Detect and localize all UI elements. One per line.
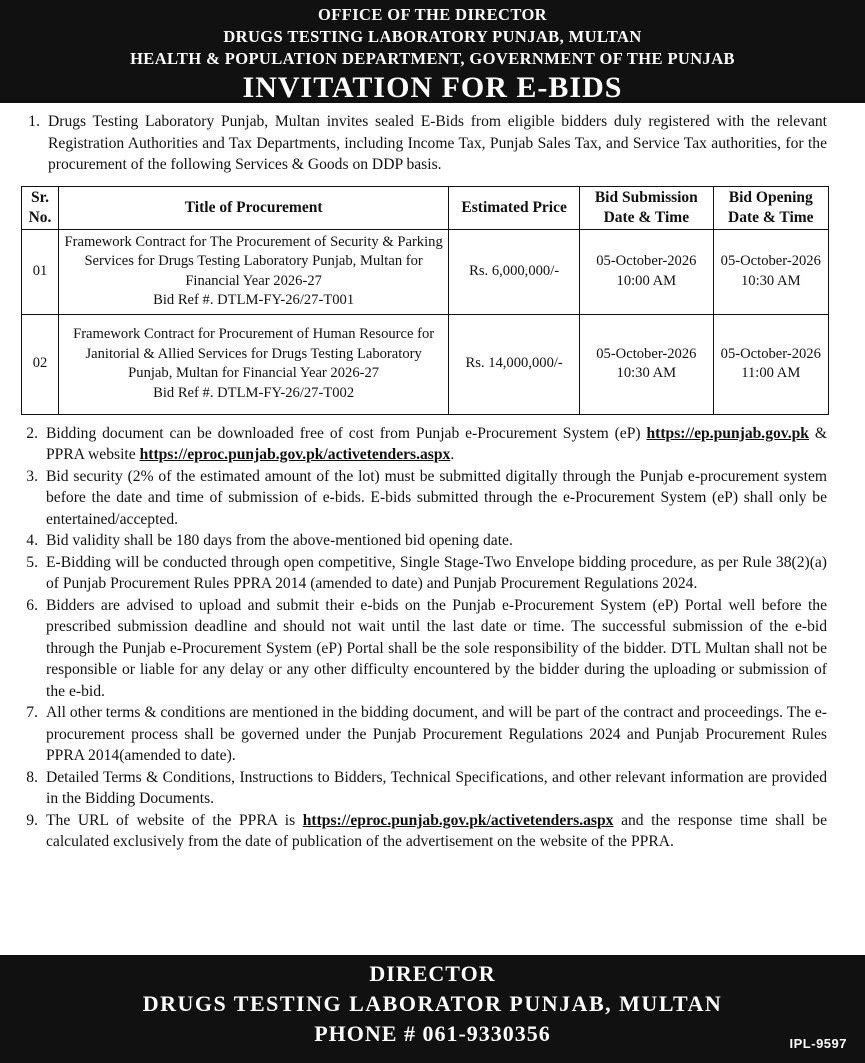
col-submission-header: Bid Submission Date & Time [580,186,713,229]
clause-number: 9. [26,811,38,829]
laboratory-line: DRUGS TESTING LABORATORY PUNJAB, MULTAN [223,27,642,46]
clause-number: 5. [26,553,38,571]
clause-number: 1. [28,113,40,130]
signatory-title: DIRECTOR [369,961,496,986]
clause-text [46,810,827,853]
clause-5 [26,552,827,595]
table-row [22,314,829,414]
clause-text: Bid security (2% of the estimated amount of the lot) must be submitted digitally through the Punjab e-procurement system before the date and time of submission of e-bids. E-bids submitted through the e-Procurement System (eP) shall only be entertained/accepted. [46,467,827,528]
ppra-link[interactable]: https://eproc.punjab.gov.pk/activetenders.aspx [139,446,451,463]
clause-text: E-Bidding will be conducted through open competitive, Single Stage-Two Envelope bidding procedure, as per Rule 38(2)(a) of Punjab Procurement Rules PPRA 2014 (amended to date) and Punjab Procurement Regulations 2024. [46,553,827,592]
cell-sr: 02 [22,314,59,414]
clause-text: Bidders are advised to upload and submit their e-bids on the Punjab e-Procurement System (eP) Portal well before the prescribed submission deadline and should not wait until the last date or time. The successful submission of the e-bid through the Punjab e-Procurement System (eP) Portal shall be the sole responsibility of the bidder. DTL Multan shall not be responsible or liable for any delay or any other difficulty encountered by the bidder during the uploading or submission of the e-bid. [46,596,827,700]
notice-body [0,103,865,853]
clause-1 [28,111,827,176]
cell-submission [580,229,713,314]
clause-number: 3. [26,467,38,485]
col-price-header: Estimated Price [449,186,580,229]
clause-text-part: The URL of website of the PPRA is [46,811,303,829]
ep-punjab-link[interactable]: https://ep.punjab.gov.pk [646,424,809,442]
clause-3 [26,466,827,531]
table-row [22,229,829,314]
procurement-table [21,186,829,415]
clause-text: Drugs Testing Laboratory Punjab, Multan invites sealed E-Bids from eligible bidders duly registered with the relevant Registration Authorities and Tax Departments, including Income Tax, Punjab Sales Tax, and Service Tax authorities, for the procurement of the following Services & Goods on DDP basis. [48,113,827,173]
clause-number: 7. [26,704,38,721]
clause-text: Bid validity shall be 180 days from the above-mentioned bid opening date. [46,532,513,549]
clause-text [46,423,827,466]
submission-date: 05-October-2026 [596,253,697,269]
clause-6 [26,595,827,703]
office-line: OFFICE OF THE DIRECTOR [318,5,547,24]
department-line: HEALTH & POPULATION DEPARTMENT, GOVERNMENT OF THE PUNJAB [130,49,735,68]
opening-time: 11:00 AM [741,365,801,381]
header-banner [0,0,865,103]
col-title-header: Title of Procurement [59,186,449,229]
contact-phone: PHONE # 061-9330356 [314,1021,551,1046]
advert-code: IPL-9597 [789,1036,847,1051]
clause-7 [26,702,827,767]
clause-number: 6. [26,596,38,614]
cell-price: Rs. 6,000,000/- [449,229,580,314]
clause-number: 2. [26,424,38,442]
clause-text-part: and the response time shall be calculated exclusively from the date of publication of the advertisement on the website of the PPRA. [46,811,827,850]
clause-9 [26,810,827,853]
cell-title [59,314,449,414]
footer-banner [0,955,865,1063]
ppra-link[interactable]: https://eproc.punjab.gov.pk/activetenders.aspx [302,811,614,829]
col-opening-header: Bid Opening Date & Time [713,186,828,229]
clause-2 [26,423,827,466]
clause-text-part: . [450,446,455,463]
table-header-row [22,186,829,229]
clause-8 [26,767,827,810]
clause-text: Detailed Terms & Conditions, Instructions to Bidders, Technical Specifications, and other relevant information are provided in the Bidding Documents. [46,768,827,807]
cell-opening [713,229,828,314]
cell-title [59,229,449,314]
clause-number: 8. [26,768,38,786]
page-title: INVITATION FOR E-BIDS [242,71,623,104]
cell-submission [580,314,713,414]
cell-sr: 01 [22,229,59,314]
cell-price: Rs. 14,000,000/- [449,314,580,414]
opening-date: 05-October-2026 [720,253,821,269]
clause-number: 4. [26,532,38,549]
submission-date: 05-October-2026 [596,345,697,362]
opening-date: 05-October-2026 [720,345,821,362]
clause-text-part: Bidding document can be downloaded free of cost from Punjab e-Procurement System (eP) [46,424,647,442]
submission-time: 10:00 AM [616,272,677,289]
clause-text-part: & PPRA website [46,424,827,463]
opening-time: 10:30 AM [740,272,801,289]
clause-text: All other terms & conditions are mentioned in the bidding document, and will be part of the contract and proceedings. The e-procurement process shall be governed under the Punjab Procurement Regulations 2024 and Punjab Procurement Rules PPRA 2014(amended to date). [46,704,827,764]
procurement-title: Framework Contract for Procurement of Human Resource for Janitorial & Allied Services for Drugs Testing Laboratory Punjab, Multan for Financial Year 2026-27 [73,326,435,381]
bid-ref: Bid Ref #. DTLM-FY-26/27-T002 [153,384,355,401]
cell-opening [713,314,828,414]
submission-time: 10:30 AM [616,365,677,381]
signatory-office: DRUGS TESTING LABORATOR PUNJAB, MULTAN [142,991,723,1016]
procurement-title: Framework Contract for The Procurement of Security & Parking Services for Drugs Testing Laboratory Punjab, Multan for Financial Year 2026-27 [64,233,443,289]
col-sr-header: Sr. No. [22,186,59,229]
bid-ref: Bid Ref #. DTLM-FY-26/27-T001 [153,292,355,308]
clause-4 [26,530,827,552]
